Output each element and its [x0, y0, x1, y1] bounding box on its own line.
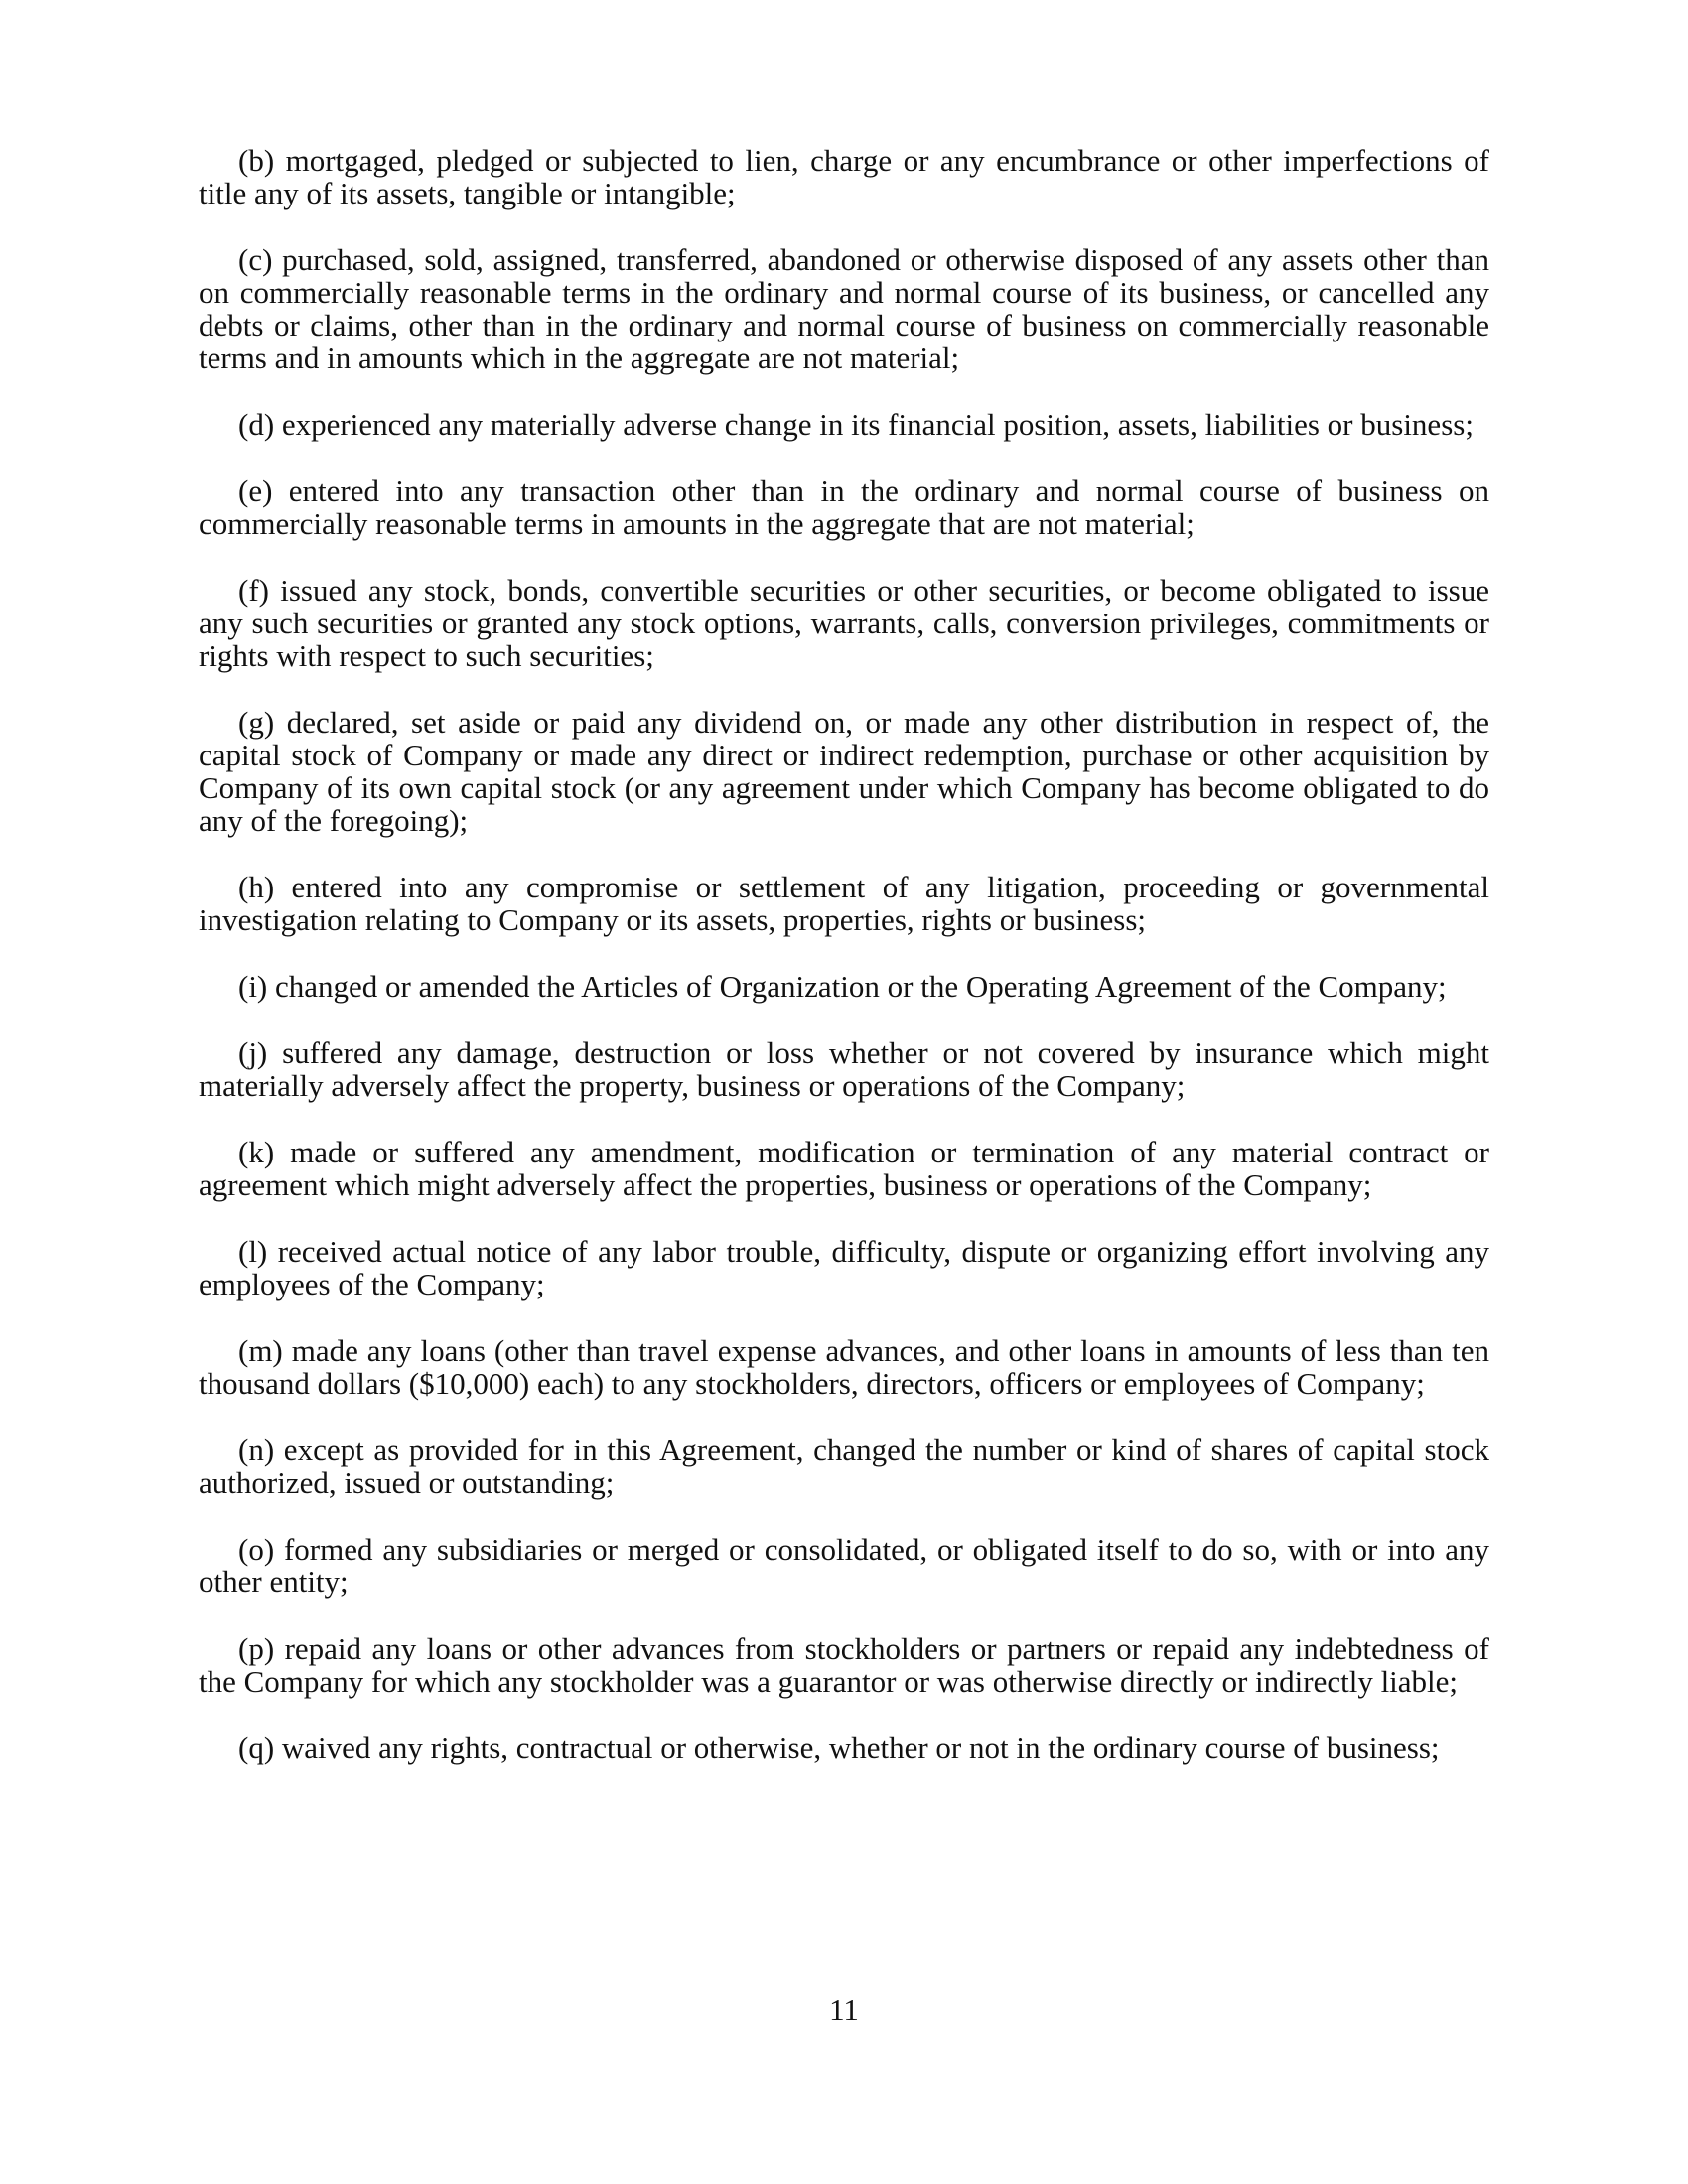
paragraph-k: (k) made or suffered any amendment, modification or termination of any material contract or agreement which might adversely affect the properties, business or operations of the Company; [199, 1135, 1489, 1202]
paragraph-p: (p) repaid any loans or other advances from stockholders or partners or repaid any indebtedness of the Company for which any stockholder was a guarantor or was otherwise directly or indirectly liable; [199, 1631, 1489, 1699]
page-number: 11 [829, 1992, 859, 2027]
document-body [199, 144, 1489, 1798]
paragraph-f: (f) issued any stock, bonds, convertible securities or other securities, or become obligated to issue any such securities or granted any stock options, warrants, calls, conversion privileges, commitments or rights with respect to such securities; [199, 573, 1489, 673]
paragraph-e: (e) entered into any transaction other than in the ordinary and normal course of business on commercially reasonable terms in amounts in the aggregate that are not material; [199, 474, 1489, 541]
paragraph-n: (n) except as provided for in this Agreement, changed the number or kind of shares of capital stock authorized, issued or outstanding; [199, 1433, 1489, 1500]
paragraph-c: (c) purchased, sold, assigned, transferred, abandoned or otherwise disposed of any assets other than on commercially reasonable terms in the ordinary and normal course of its business, or cancelled any debts or claims, other than in the ordinary and normal course of business on commercially reasonable terms and in amounts which in the aggregate are not material; [199, 242, 1489, 375]
paragraph-b: (b) mortgaged, pledged or subjected to lien, charge or any encumbrance or other imperfections of title any of its assets, tangible or intangible; [199, 143, 1489, 210]
paragraph-l: (l) received actual notice of any labor trouble, difficulty, dispute or organizing effort involving any employees of the Company; [199, 1234, 1489, 1301]
paragraph-h: (h) entered into any compromise or settlement of any litigation, proceeding or governmental investigation relating to Company or its assets, properties, rights or business; [199, 870, 1489, 937]
paragraph-d: (d) experienced any materially adverse change in its financial position, assets, liabilities or business; [238, 407, 1474, 442]
paragraph-q: (q) waived any rights, contractual or otherwise, whether or not in the ordinary course of business; [238, 1730, 1440, 1765]
paragraph-j: (j) suffered any damage, destruction or loss whether or not covered by insurance which might materially adversely affect the property, business or operations of the Company; [199, 1035, 1489, 1103]
paragraph-g: (g) declared, set aside or paid any dividend on, or made any other distribution in respect of, the capital stock of Company or made any direct or indirect redemption, purchase or other acquisition by Company of its own capital stock (or any agreement under which Company has become obligated to do any of the foregoing); [199, 705, 1489, 838]
paragraph-o: (o) formed any subsidiaries or merged or consolidated, or obligated itself to do so, with or into any other entity; [199, 1532, 1489, 1599]
paragraph-m: (m) made any loans (other than travel expense advances, and other loans in amounts of less than ten thousand dollars ($10,000) each) to any stockholders, directors, officers or employees of Company; [199, 1333, 1489, 1401]
paragraph-i: (i) changed or amended the Articles of Organization or the Operating Agreement of the Company; [238, 969, 1447, 1004]
